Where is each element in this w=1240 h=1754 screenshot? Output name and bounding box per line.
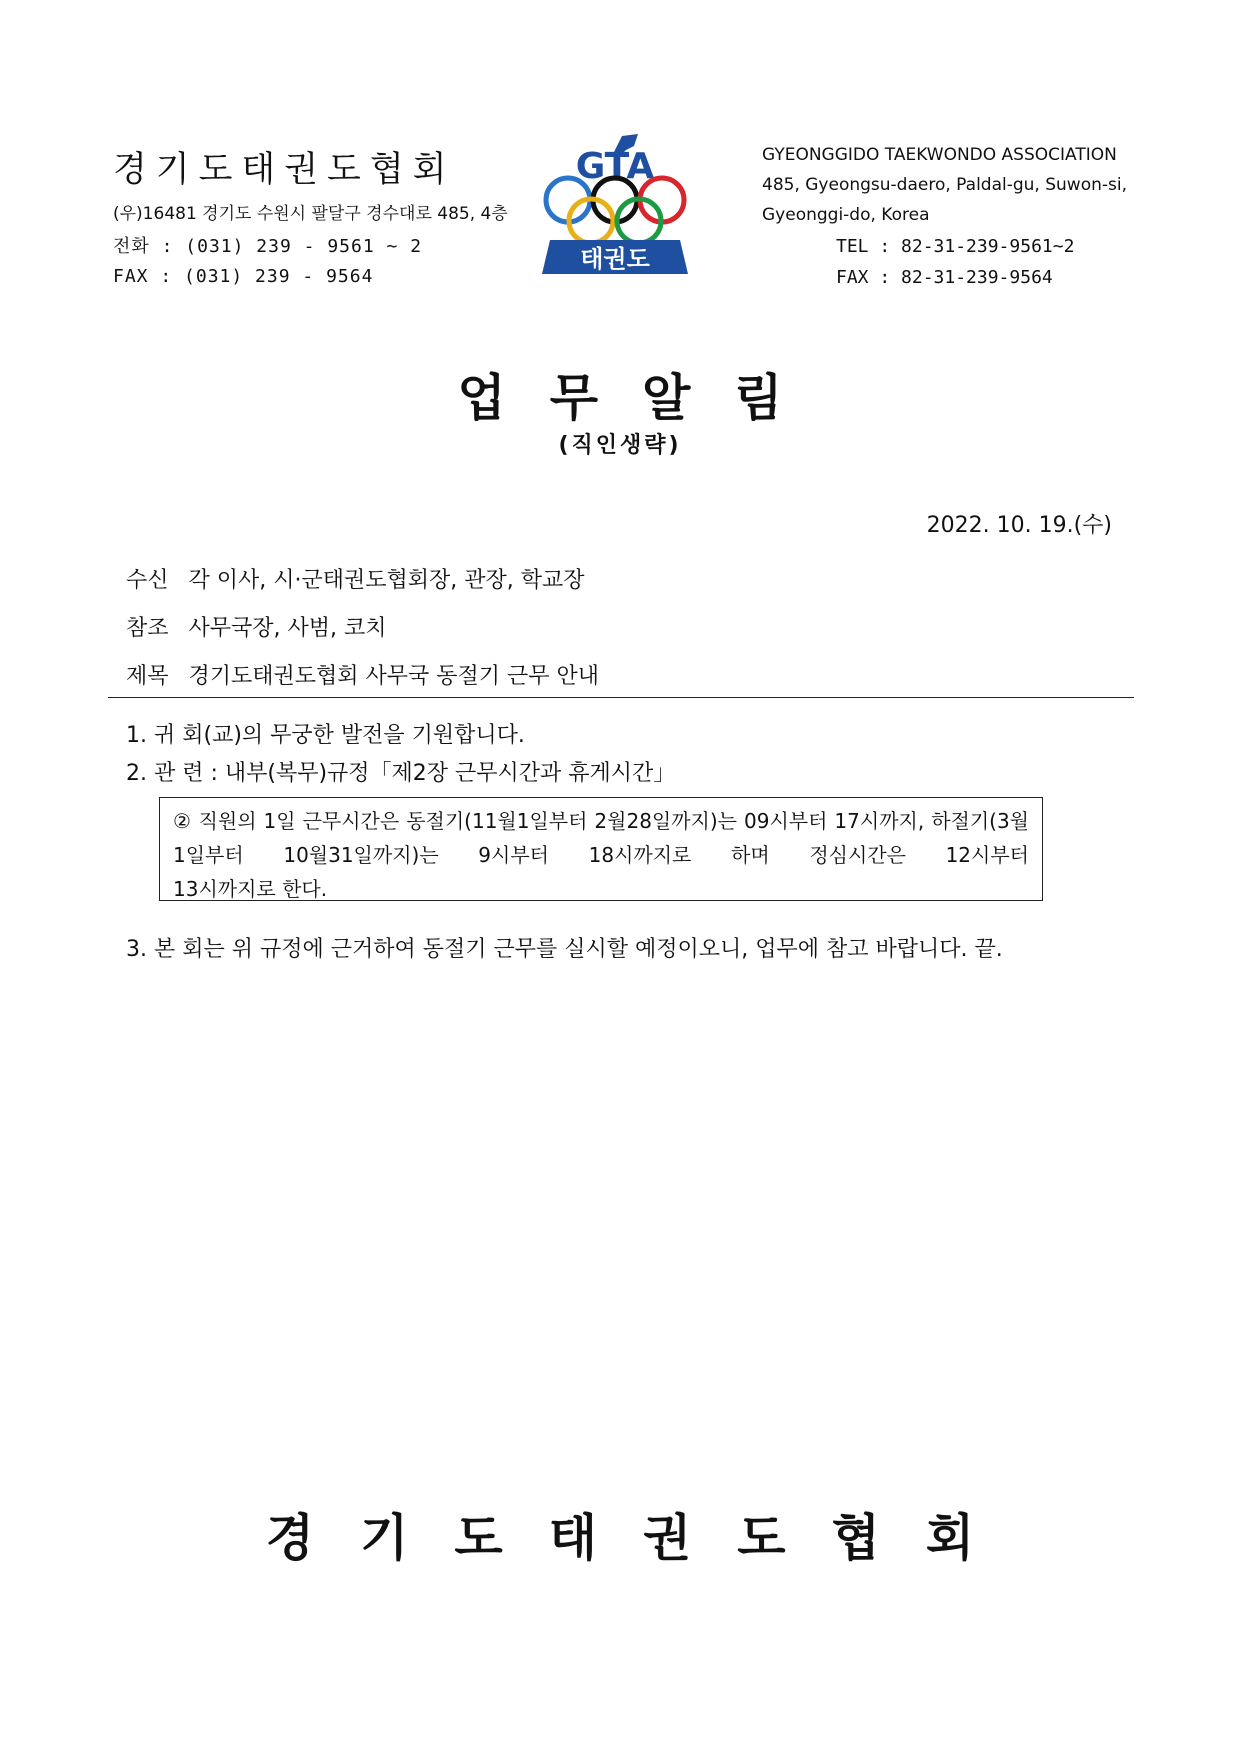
document-title: 업무알림 xyxy=(457,368,827,427)
paragraph-1: 1. 귀 회(교)의 무궁한 발전을 기원합니다. xyxy=(126,723,525,748)
phone-kr: 전화 : (031) 239 - 9561 ~ 2 xyxy=(113,236,423,257)
logo-banner-text: 태권도 xyxy=(580,245,650,273)
paragraph-3: 3. 본 회는 위 규정에 근거하여 동절기 근무를 실시할 예정이오니, 업무에 참고 바랍니다. 끝. xyxy=(126,937,1003,962)
reference-label: 참조 xyxy=(126,616,169,641)
fax-kr: FAX : (031) 239 - 9564 xyxy=(113,266,374,287)
recipient-value: 각 이사, 시·군태권도협회장, 관장, 학교장 xyxy=(188,568,585,593)
recipient-row xyxy=(126,563,585,594)
fax-en: FAX : 82-31-239-9564 xyxy=(836,267,1053,288)
address-en-line1: 485, Gyeongsu-daero, Paldal-gu, Suwon-si, xyxy=(762,175,1128,195)
subject-label: 제목 xyxy=(126,664,169,689)
document-date: 2022. 10. 19.(수) xyxy=(926,513,1112,538)
divider-line xyxy=(108,697,1134,698)
reference-row xyxy=(126,611,387,642)
org-name-kr: 경기도태권도협회 xyxy=(113,150,456,190)
regulation-text-a: ② 직원의 1일 근무시간은 동절기(11월1일부터 2월28일까지)는 09시부터 17시까지, 하절기(3월1일부터 10월31일까지)는 9시부터 18시까지로 하며 정심시간은 12시부터 xyxy=(173,809,1029,867)
logo-letters: GTA xyxy=(575,146,655,187)
phone-en: TEL : 82-31-239-9561~2 xyxy=(836,236,1075,257)
subject-value: 경기도태권도협회 사무국 동절기 근무 안내 xyxy=(188,664,600,689)
document-subtitle: (직인생략) xyxy=(558,433,682,458)
recipient-label: 수신 xyxy=(126,568,169,593)
regulation-text-b: 13시까지로 한다. xyxy=(173,877,328,901)
regulation-quote-box xyxy=(159,797,1043,901)
footer-org-name: 경기도태권도협회 xyxy=(265,1508,1021,1567)
reference-value: 사무국장, 사범, 코치 xyxy=(188,616,387,641)
address-en-line2: Gyeonggi-do, Korea xyxy=(762,205,930,225)
paragraph-2: 2. 관 련 : 내부(복무)규정「제2장 근무시간과 휴게시간」 xyxy=(126,761,676,786)
org-name-en: GYEONGGIDO TAEKWONDO ASSOCIATION xyxy=(762,145,1117,165)
subject-row xyxy=(126,659,599,690)
association-logo xyxy=(530,128,700,298)
address-kr: (우)16481 경기도 수원시 팔달구 경수대로 485, 4층 xyxy=(113,204,508,224)
logo-emblem-icon xyxy=(530,128,700,298)
